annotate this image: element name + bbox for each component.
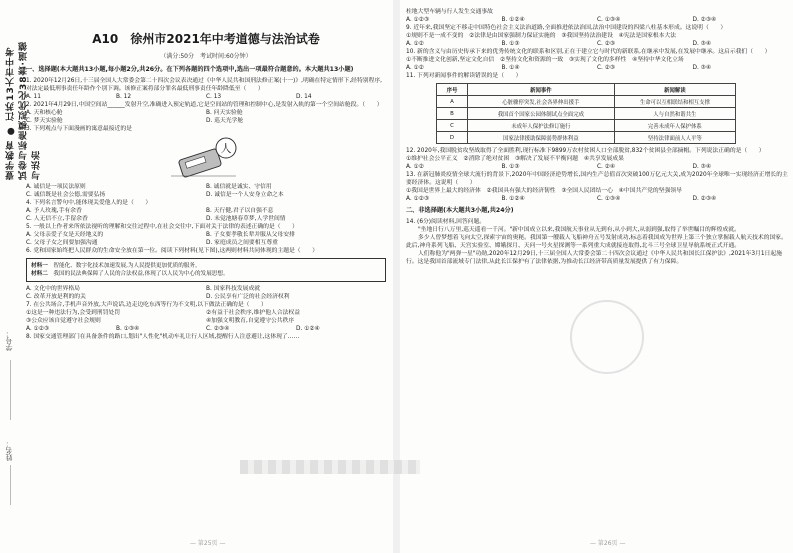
question-4: 4. 下列名言警句中,能体现关爱他人的是（ ）	[26, 200, 152, 206]
material-1-text: 智能化、数字化技术加速发展,为人民提供更加优质的服务。	[53, 263, 201, 269]
q2-options	[26, 109, 386, 125]
table-cell: A	[437, 96, 468, 108]
q9-options	[406, 40, 788, 48]
option: A. ①②③	[406, 17, 430, 23]
option: B. ①④	[501, 65, 520, 71]
option: D. 巡天光学舱	[206, 118, 244, 124]
option: A. ①②	[406, 65, 424, 71]
table-cell: D	[437, 132, 468, 144]
question-3: 3. 下列观点与下面漫画的寓意最接近的是	[26, 126, 132, 132]
option: C. ②③④	[206, 326, 230, 332]
column-header: 序号	[437, 84, 468, 96]
question-6: 6. 党和国家始终把人民群众的生命安全放在第一位。阅读下列材料(见下图),这两则材料共同体现的主题是（ ）	[26, 248, 318, 254]
option: D. 诚信是一个人安身立命之本	[206, 192, 284, 198]
option: B. ①③	[501, 164, 520, 170]
option: D. ②③④	[692, 196, 717, 202]
news-table	[436, 83, 736, 144]
question-13: 13. 在新冠肺炎疫情全球大流行的背景下,2020年中国经济逆势增长,国内生产总值首次突破100万亿元大关,成为2020年全球唯一实现经济正增长的主要经济体。这说明（ ）	[406, 172, 788, 186]
table-cell: 生命可以互相联结和相互支撑	[614, 96, 735, 108]
left-content	[26, 30, 386, 341]
q7-statements	[26, 309, 386, 325]
q8-options	[406, 16, 788, 24]
name-label: 姓名：	[5, 440, 13, 461]
question-2: 2. 2021年4月29日,中国空间站______发射升空,准确进入预定轨道,它是空间站的管理和控制中心,是发射入轨的第一个空间站舱段。（ ）	[26, 102, 383, 108]
page-title	[26, 30, 386, 47]
material-2-label: 材料二	[31, 271, 48, 277]
option: C. 改革开放是利的的关	[26, 294, 86, 300]
q14-paragraph: "坐地日行八万里,巡天遥看一千河。"新中国成立以来,我国航天事业从无到有,从小到大,从弱到强,取得了举世瞩目的辉煌成就。	[418, 227, 740, 233]
option: D. ②③④	[692, 17, 717, 23]
q5-options	[26, 231, 386, 247]
option: C. 人无信不立,手留余香	[26, 216, 88, 222]
option: B. 问天实验舱	[206, 110, 243, 116]
option: D. 未觉池塘春草梦,人学世间情	[206, 216, 286, 222]
table-cell: 心脏骤停突发,社会各界伸出援手	[468, 96, 615, 108]
column-header: 新闻事件	[468, 84, 615, 96]
paper-title: 徐州市2021年中考道德与法治试卷	[130, 32, 320, 46]
q12-statements: ①维护社会公平正义 ②消除了绝对贫困 ③解决了发展不平衡问题 ④共享发展成果	[406, 156, 624, 162]
option: B. ①②④	[501, 17, 525, 23]
q10-statements: ①不断推进文化创新,坚定文化自信 ②坚持文化和资源的一致 ③实现了文化的多样性 ④坚持中华文化立场	[406, 57, 684, 63]
option: B. 诚信就是诚实、守信用	[206, 184, 272, 190]
option: A. 11	[26, 94, 41, 100]
question-5: 5. 一般以上作者来所依法视听的理解和交往过程中,在社会交往中,下面对关于法律的表述正确的是（ ）	[26, 224, 298, 230]
cartoon-text: 人	[220, 142, 232, 155]
q10-options	[406, 64, 788, 72]
column-header: 新闻解读	[614, 84, 735, 96]
option: C. 梦天实验舱	[26, 118, 63, 124]
question-9: 9. 近年来,我国坚定不移走中国特色社会主义法治道路,全面推进依法治国,法治中国建设的四梁八柱基本形成。这说明（ ）	[406, 25, 727, 31]
question-8: 8. 国家交通管理部门在具备条件的路口,划出"人性化"机动车礼让行人区域,提醒行人注意避让,这体现了……	[26, 334, 300, 340]
table-cell: 完善未成年人保护体系	[614, 120, 735, 132]
option: C. ②③	[597, 41, 616, 47]
table-cell: 坚持法律面前人人平等	[614, 132, 735, 144]
option: A. 诚信是一项民法原则	[26, 184, 86, 190]
option: D. ③④	[692, 65, 712, 71]
option: D. 家庭成员之间要相互尊重	[206, 240, 278, 246]
option: B. 子女要孝敬长辈并服从父母安排	[206, 232, 295, 238]
right-content	[406, 8, 788, 266]
material-2-text: 我国的民法典保障了人民的合法权益,体现了以人民为中心的发展思想。	[53, 271, 229, 277]
option: A. ①②	[406, 164, 424, 170]
watermark-stamp	[570, 300, 644, 374]
question-1: 1. 2020年12月26日,十三届全国人大常委会第二十四次会议表决通过《中华人民共和国刑法修正案(十一)》,明确在特定情形下,经特别程序,对法定最低刑事责任年龄作个别下调。该修正案将部分罪名最低刑事责任年龄降低至（ ）	[26, 78, 383, 92]
q6-options	[26, 285, 386, 301]
option: C. 13	[206, 94, 222, 100]
table-header	[437, 84, 736, 96]
option: D. ①②④	[296, 326, 320, 332]
option: C. ②③	[597, 65, 616, 71]
option: D. ③④	[692, 41, 712, 47]
option: B. ①③④	[116, 326, 140, 332]
q14-paragraph: 人们称他为"两弹一星"功勋,2020年12月29日,十三届全国人大常委会第二十四次会议通过《中华人民共和国长江保护法》,2021年3月1日起施行。这是我国首部流域专门法律,从此长江保护有了法律依据,为推动长江经济带高质量发展提供了有力保障。	[406, 251, 782, 265]
option: B. ①③	[501, 41, 520, 47]
option: A. 文化中的世界格局	[26, 286, 80, 292]
brand-label: 壹学教育 ● 江苏13大市中考试卷与标准模拟优化38套·道德与法治	[6, 41, 42, 180]
table-row	[437, 120, 736, 132]
option: D. 14	[296, 94, 312, 100]
page-number-left: — 第25页 —	[190, 540, 226, 547]
option: A. ①②	[406, 41, 424, 47]
option: B. ①②④	[501, 196, 525, 202]
option: D. ③④	[692, 164, 712, 170]
question-7: 7. 在公共场合,手机声音外放,大声说话,边走边吃东西等行为不文明,以下做法正确的是（ ）	[26, 302, 267, 308]
option: C. ①③④	[597, 196, 621, 202]
q4-options	[26, 207, 386, 223]
table-cell: 国家法律援助保障弱势群体利益	[468, 132, 615, 144]
section-heading: 二、非选择题(本大题共3小题,共24分)	[406, 207, 514, 214]
option: A. ①②③	[26, 326, 50, 332]
statement: ②有益于社会秩序,维护他人合法权益	[206, 310, 300, 316]
q7-options	[26, 325, 386, 333]
cartoon-icon	[166, 136, 246, 180]
q12-options	[406, 163, 788, 171]
option: B. 国家科技发展成就	[206, 286, 261, 292]
option: C. 诚信既是社会公德,需要弘扬	[26, 192, 106, 198]
paper-code: A10	[92, 32, 119, 46]
q13-statements: ①我国是世界上最大的经济体 ②我国具有强大的经济韧性 ③全国人民团结一心 ④中国共产党的坚强领导	[406, 188, 682, 194]
option: C. 父母子女之间要加强沟通	[26, 240, 98, 246]
option: D. 公民享有广泛的社会经济权利	[206, 294, 290, 300]
right-page	[400, 0, 793, 553]
q3-options	[26, 183, 386, 199]
question-10: 10. 新的含义与由历史传承下来的优秀传统文化的联系和区别,正在于建立它与时代的新联系,在继承中发展,在发展中继承。这启示我们（ ）	[406, 49, 771, 55]
q1-options	[26, 93, 386, 101]
id-line	[10, 360, 11, 420]
option: A. 予人玫瑰,手有余香	[26, 208, 82, 214]
table-cell: 人与自然和谐共生	[614, 108, 735, 120]
table-row	[437, 132, 736, 144]
question-11: 11. 下列对新闻事件的解读错误的是（ ）	[406, 73, 522, 79]
option: C. ②④	[597, 164, 616, 170]
option: C. ①③④	[597, 17, 621, 23]
table-cell: B	[437, 108, 468, 120]
statement: ③公众应该自觉遵守社会规则	[26, 318, 101, 324]
option: A. 天和核心舱	[26, 110, 63, 116]
q14-paragraph: 多少人曾梦想着飞向太空,探索宇宙的奥秘。我国第一艘载人飞船神舟五号发射成功,标志着我国成为世界上第三个独立掌握载人航天技术的国家。此后,神舟系列飞船、天宫实验室、嫦娥探月、天问一号火星探测等一系列重大成就接连取得,北斗三号全球卫星导航系统正式开通。	[406, 235, 787, 249]
exam-meta: （满分:50分 考试时间:60分钟）	[160, 53, 252, 60]
material-box	[26, 258, 386, 282]
q13-options	[406, 195, 788, 203]
table-cell: 我国首个国家公园体制试点全面完成	[468, 108, 615, 120]
material-1-label: 材料一	[31, 263, 48, 269]
cartoon-illustration	[166, 136, 246, 180]
name-line	[10, 465, 11, 505]
question-14: 14. (6分)阅读材料,回答问题。	[406, 219, 486, 225]
page-number-right: — 第26页 —	[590, 540, 626, 547]
table-cell: 未成年人保护法修订施行	[468, 120, 615, 132]
table-row	[437, 96, 736, 108]
statement: ①这是一种违法行为,会受到刑罚处罚	[26, 310, 120, 316]
table-cell: C	[437, 120, 468, 132]
statement: ④加强文明教育,自觉遵守公共秩序	[206, 318, 295, 324]
q9-statements: ①规则不是一成不变的 ②法律是由国家强制力保证实施的 ③我国坚持法治建设 ④宪法是国家根本大法	[406, 33, 677, 39]
blurred-banner	[240, 460, 420, 474]
option: B. 12	[116, 94, 132, 100]
option: A. 父母亲爱子女是天经地义的	[26, 232, 104, 238]
section-heading: 一、选择题(本大题共13小题,每小题2分,共26分。在下列各题的四个选项中,选出一项最符合题意的。本大题共13小题)	[26, 66, 354, 73]
table-row	[437, 108, 736, 120]
option: A. ①②③	[406, 196, 430, 202]
question-12: 12. 2020年,我国脱贫攻坚战取得了全面胜利,现行标准下9899万农村贫困人口全部脱贫,832个贫困县全部摘帽。下列说法正确的是（ ）	[406, 148, 765, 154]
question-8-continued: 柱地大型车辆与行人发生交通事故	[406, 9, 493, 15]
id-label: 学号：	[5, 330, 13, 351]
option: B. 天行健,君子以自强不息	[206, 208, 274, 214]
